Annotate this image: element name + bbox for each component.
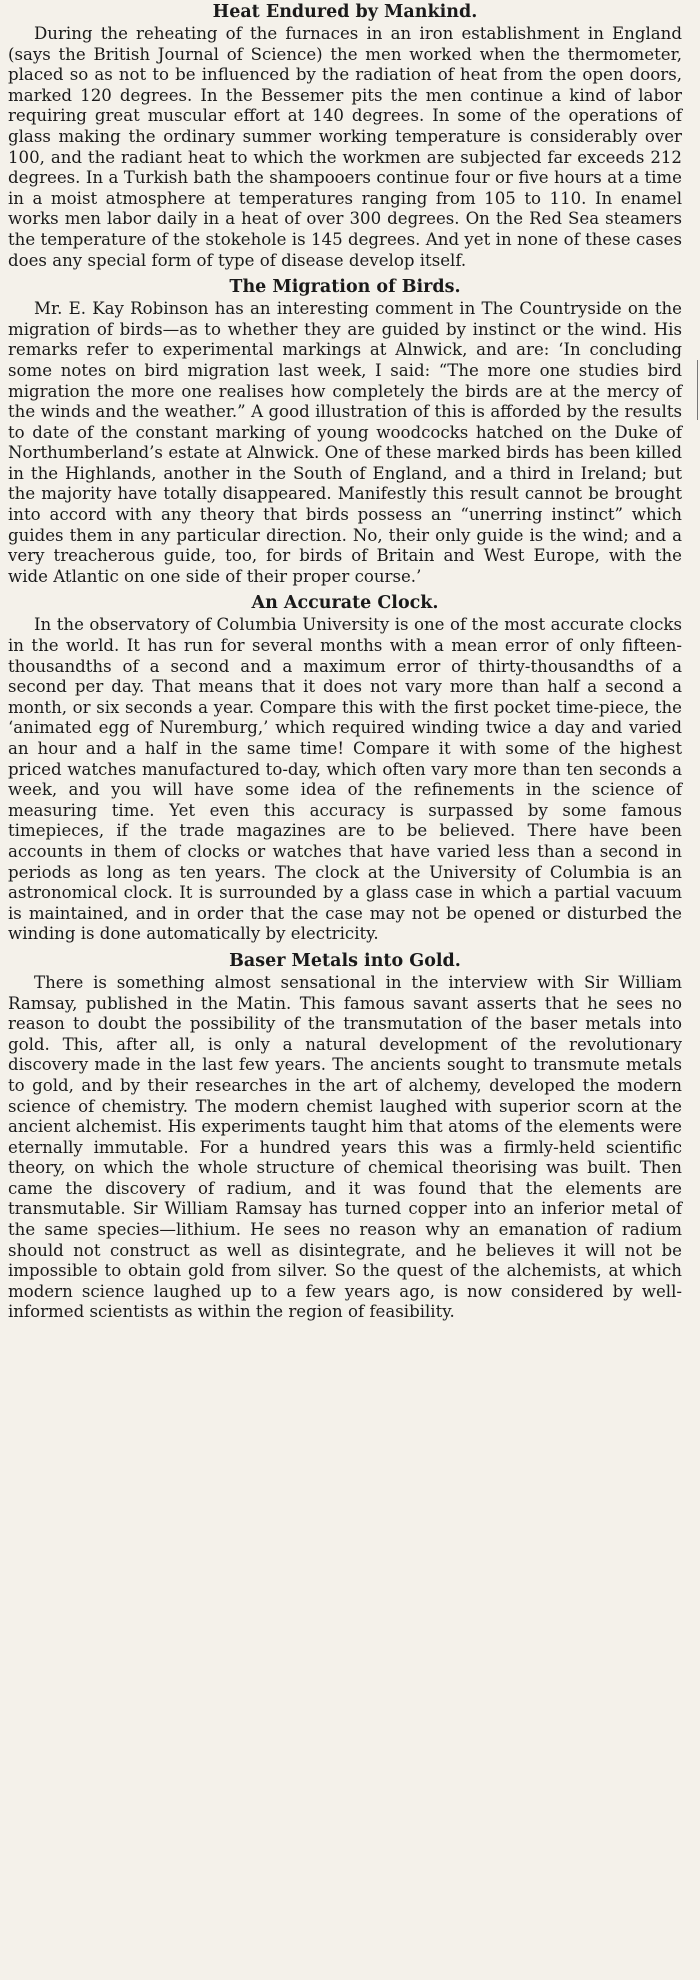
article-paragraph: Mr. E. Kay Robinson has an interesting comment in The Countryside on the migration of birds—as to whether they are guided by instinct or the wind. His remarks refer to experimental markings at Alnwick, and are: ‘In concluding some notes on bird migration last week, I said: “The more one studies bird migration the more one realises how completely the birds are at the mercy of the winds and the weather.” A good illustration of this is afforded by the results to date of the constant marking of young woodcocks hatched on the Duke of Northumberland’s estate at Alnwick. One of these marked birds has been killed in the Highlands, another in the South of England, and a third in Ireland; but the majority have totally disappeared. Manifestly this result cannot be brought into accord with any theory that birds possess an “unerring instinct” which guides them in any particular direction. No, their only guide is the wind; and a very treacherous guide, too, for birds of Britain and West Europe, with the wide Atlantic on one side of their proper course.’ [8, 299, 682, 586]
article-title: An Accurate Clock. [251, 593, 439, 614]
article-baser-metals [8, 949, 682, 1323]
article-paragraph: There is something almost sensational in the interview with Sir William Ramsay, published in the Matin. This famous savant asserts that he sees no reason to doubt the possibility of the transmutation of the baser metals into gold. This, after all, is only a natural development of the revolutionary discovery made in the last few years. The ancients sought to transmute metals to gold, and by their researches in the art of alchemy, developed the modern science of chemistry. The modern chemist laughed with superior scorn at the ancient alchemist. His experiments taught him that atoms of the elements were eternally immutable. For a hundred years this was a firmly-held scientific theory, on which the whole structure of chemical theorising was built. Then came the discovery of radium, and it was found that the elements are transmutable. Sir William Ramsay has turned copper into an inferior metal of the same species—lithium. He sees no reason why an emanation of radium should not construct as well as disintegrate, and he believes it will not be impossible to obtain gold from silver. So the quest of the alchemists, at which modern science laughed up to a few years ago, is now considered by well-informed scientists as within the region of feasibility. [8, 972, 682, 1322]
article-paragraph: During the reheating of the furnaces in an iron establishment in England (says the British Journal of Science) the men worked when the thermometer, placed so as not to be influenced by the radiation of heat from the open doors, marked 120 degrees. In the Bessemer pits the men continue a kind of labor requiring great muscular effort at 140 degrees. In some of the operations of glass making the ordinary summer working temperature is considerably over 100, and the radiant heat to which the workmen are subjected far exceeds 212 degrees. In a Turkish bath the shampooers continue four or five hours at a time in a moist atmosphere at temperatures ranging from 105 to 110. In enamel works men labor daily in a heat of over 300 degrees. On the Red Sea steamers the temperature of the stokehole is 145 degrees. And yet in none of these cases does any special form of type of disease develop itself. [8, 24, 682, 270]
column-rule [697, 360, 698, 420]
article-title: Baser Metals into Gold. [229, 950, 461, 971]
article-title: Heat Endured by Mankind. [212, 2, 478, 22]
article-title: The Migration of Birds. [229, 277, 461, 298]
article-heat-endured [8, 0, 682, 271]
article-paragraph: In the observatory of Columbia University is one of the most accurate clocks in the world. It has run for several months with a mean error of only fifteen-thousandths of a second and a maximum error of thirty-thousandths of a second per day. That means that it does not vary more than half a second a month, or six seconds a year. Compare this with the first pocket time-piece, the ‘animated egg of Nuremburg,’ which required winding twice a day and varied an hour and a half in the same time! Compare it with some of the highest priced watches manufactured to-day, which often vary more than ten seconds a week, and you will have some idea of the refinements in the science of measuring time. Yet even this accuracy is surpassed by some famous timepieces, if the trade magazines are to be believed. There have been accounts in them of clocks or watches that have varied less than a second in periods as long as ten years. The clock at the University of Columbia is an astronomical clock. It is surrounded by a glass case in which a partial vacuum is maintained, and in order that the case may not be opened or disturbed the winding is done automatically by electricity. [8, 615, 682, 944]
newspaper-column [8, 0, 682, 1327]
article-accurate-clock [8, 591, 682, 945]
article-migration-of-birds [8, 275, 682, 587]
